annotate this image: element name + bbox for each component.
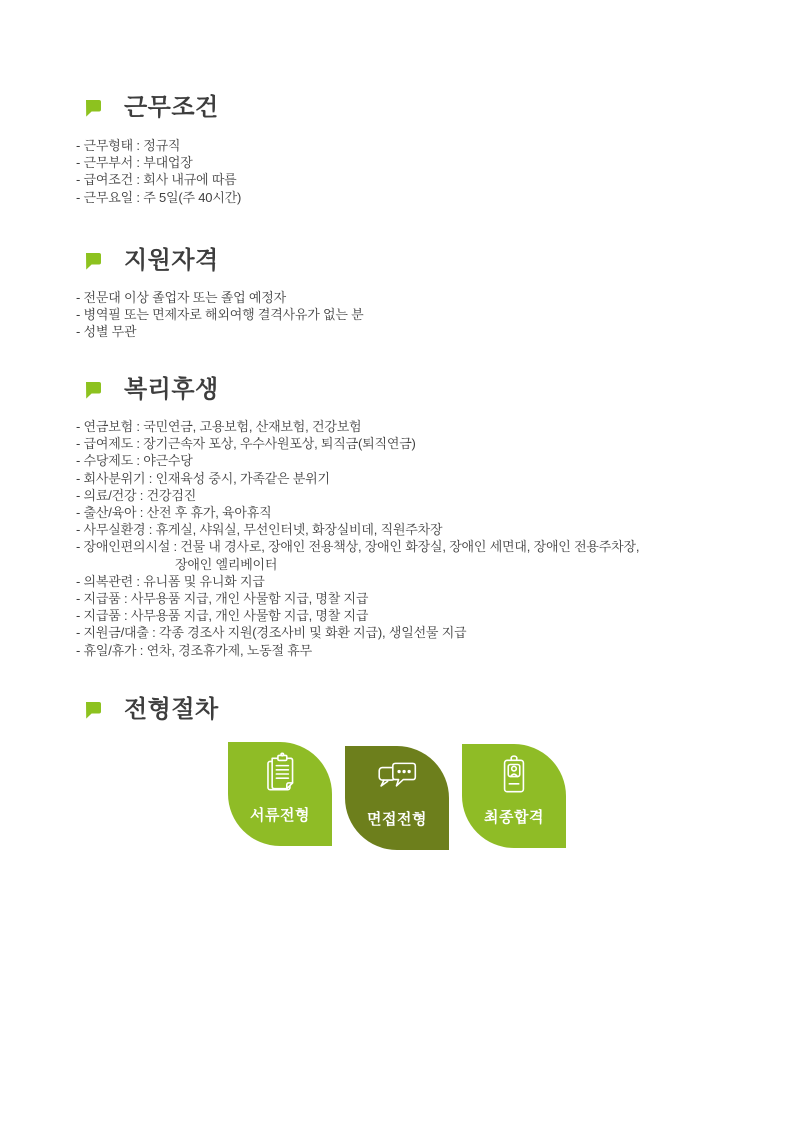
section-title: 지원자격 (124, 247, 219, 274)
green-square-bullet-icon (84, 98, 102, 122)
working-conditions-list (76, 137, 736, 206)
process-step-label: 면접전형 (367, 811, 427, 828)
list-item: - 성별 무관 (76, 324, 137, 340)
section-header-qualifications (84, 248, 219, 275)
list-item: - 휴일/휴가 : 연차, 경조휴가제, 노동절 휴무 (76, 642, 312, 658)
list-item: - 전문대 이상 졸업자 또는 졸업 예정자 (76, 290, 286, 305)
section-title: 근무조건 (124, 94, 219, 121)
clipboard-icon (228, 751, 332, 797)
list-item: - 출산/육아 : 산전 후 휴가, 육아휴직 (76, 505, 272, 521)
list-item: - 의복관련 : 유니폼 및 유니화 지급 (76, 573, 265, 589)
list-item: - 급여조건 : 회사 내규에 따름 (76, 172, 237, 188)
process-step-document-screening (228, 742, 332, 846)
list-item: - 회사분위기 : 인재육성 중시, 가족같은 분위기 (76, 470, 330, 486)
section-header-benefits (84, 377, 219, 404)
green-square-bullet-icon (84, 251, 102, 275)
list-item: - 근무형태 : 정규직 (76, 138, 181, 153)
list-item: - 의료/건강 : 건강검진 (76, 487, 197, 503)
list-item: - 사무실환경 : 휴게실, 샤워실, 무선인터넷, 화장실비데, 직원주차장 (76, 522, 443, 538)
list-item: - 급여제도 : 장기근속자 포상, 우수사원포상, 퇴직금(퇴직연금) (76, 436, 416, 452)
green-square-bullet-icon (84, 380, 102, 404)
process-step-final-pass (462, 744, 566, 848)
list-item: - 지급품 : 사무용품 지급, 개인 사물함 지급, 명찰 지급 (76, 591, 369, 607)
list-item: - 연금보험 : 국민연금, 고용보험, 산재보험, 건강보험 (76, 419, 362, 434)
id-badge-icon (462, 753, 566, 799)
benefits-list (76, 418, 736, 659)
process-step-interview (345, 746, 449, 850)
green-square-bullet-icon (84, 700, 102, 724)
process-step-label: 최종합격 (484, 809, 544, 826)
list-item: 장애인 엘리베이터 (175, 556, 278, 572)
list-item: - 지급품 : 사무용품 지급, 개인 사물함 지급, 명찰 지급 (76, 608, 369, 624)
list-item: - 지원금/대출 : 각종 경조사 지원(경조사비 및 화환 지급), 생일선물 지급 (76, 625, 467, 641)
list-item: - 병역필 또는 면제자로 해외여행 결격사유가 없는 분 (76, 307, 364, 323)
list-item: - 근무부서 : 부대업장 (76, 155, 193, 171)
qualifications-list (76, 289, 736, 341)
section-title: 복리후생 (124, 376, 219, 403)
section-header-working-conditions (84, 95, 219, 122)
list-item: - 수당제도 : 야근수당 (76, 453, 193, 469)
section-title: 전형절차 (124, 696, 219, 723)
section-header-process (84, 697, 219, 724)
list-item: - 근무요일 : 주 5일(주 40시간) (76, 189, 242, 205)
list-item: - 장애인편의시설 : 건물 내 경사로, 장애인 전용책상, 장애인 화장실, 장애인 세면대, 장애인 전용주차장, (76, 539, 640, 555)
chat-bubbles-icon (345, 755, 449, 801)
process-step-label: 서류전형 (250, 807, 310, 824)
